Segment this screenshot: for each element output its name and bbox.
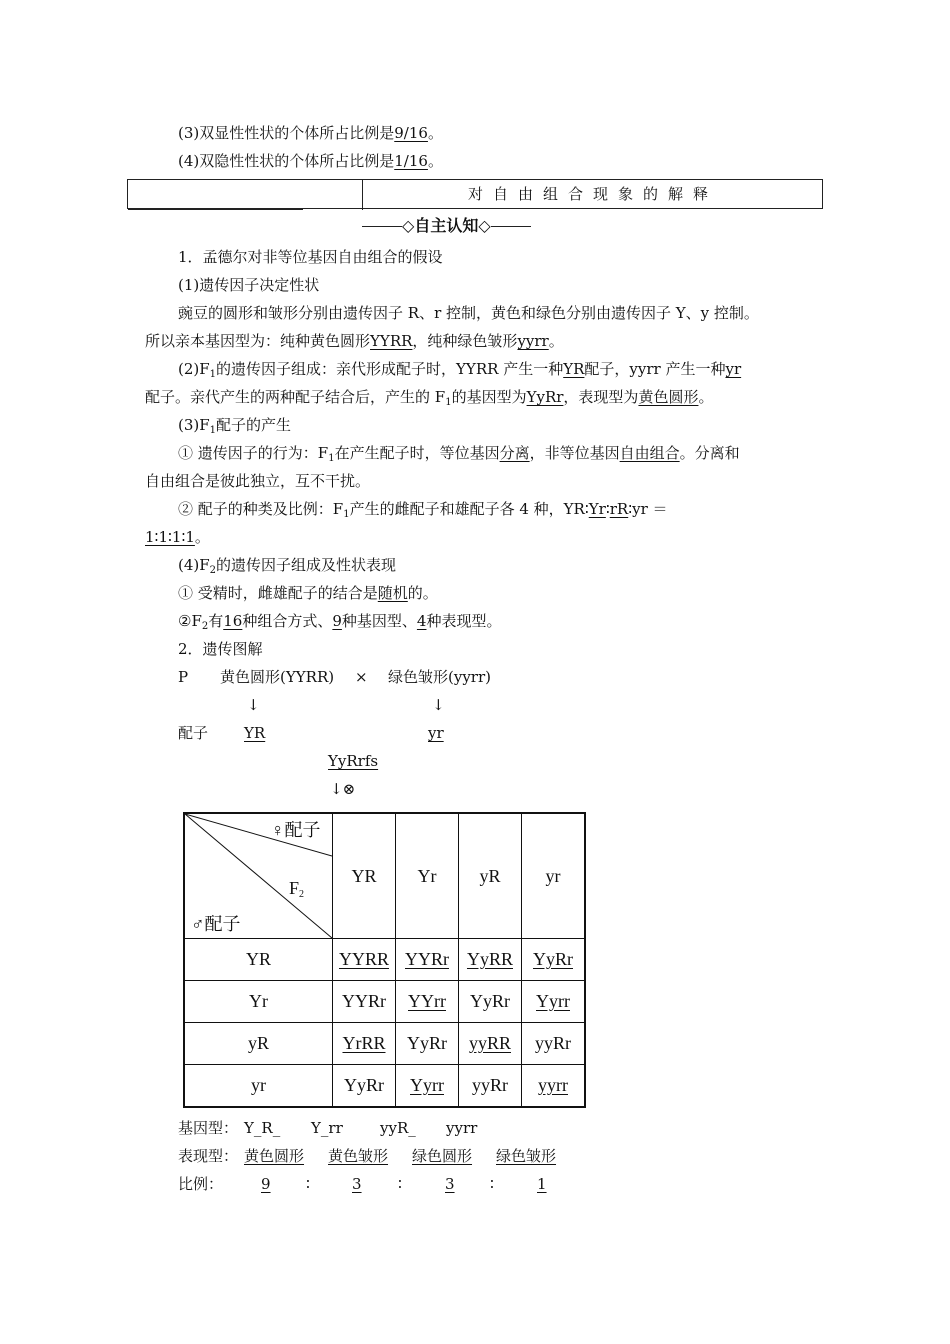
gamete-yr-2: yr [428, 724, 444, 742]
phenotype-item: 绿色圆形 [412, 1147, 473, 1165]
row-header: Yr [184, 981, 333, 1023]
genotype-item: yyR_ [380, 1119, 416, 1137]
row-header: YR [184, 939, 333, 981]
p4-title: $(4)F_2$的遗传因子组成及性状表现 [178, 556, 397, 576]
female-gamete-label: ♀配子 [271, 820, 321, 840]
p3-item-2: ② 配子的种类及比例：$F_1$产生的雌配子和雄配子各 4 种，YR∶Yr∶rR∶yr ＝ [178, 500, 668, 520]
genotype-cell: YyRr [459, 981, 522, 1023]
ratio-value: 1 [537, 1175, 547, 1193]
heading-1: 1．孟德尔对非等位基因自由组合的假设 [178, 248, 443, 266]
table-row [184, 1065, 585, 1108]
p2-line-2: 配子。亲代产生的两种配子结合后，产生的 $F_1$的基因型为YyRr，表现型为黄色圆形。 [145, 388, 714, 408]
phenotype-item: 黄色皱形 [328, 1147, 389, 1165]
genotype-cell: Yyrr [522, 981, 586, 1023]
p1-title: (1)遗传因子决定性状 [178, 276, 320, 294]
table-row [184, 1023, 585, 1065]
p3-title: $(3)F_1$配子的产生 [178, 416, 292, 436]
genotype-cell: yyRR [459, 1023, 522, 1065]
genotype-cell: YyRr [333, 1065, 396, 1108]
gamete-label: 配子 [178, 724, 209, 742]
parent-1: 黄色圆形(YYRR) [220, 668, 335, 686]
table-row [184, 981, 585, 1023]
genotype-item: Y_R_ [244, 1119, 281, 1137]
cross-symbol: × [355, 668, 368, 686]
col-header: yR [459, 813, 522, 939]
f1-genotype: YyRrfs [328, 752, 379, 770]
diamond-icon: ◇ [402, 216, 415, 235]
answer-9-16: 9/16 [394, 124, 428, 142]
f2-label: $F_2$ [289, 878, 305, 900]
genotype-cell: YYRR [333, 939, 396, 981]
answer-1-16: 1/16 [394, 152, 428, 170]
genotype-label: 基因型： [178, 1119, 239, 1137]
rule-right [491, 226, 531, 227]
p3-item-1-cont: 自由组合是彼此独立，互不干扰。 [145, 472, 371, 490]
genotype-cell: yyRr [459, 1065, 522, 1108]
ratio-colon: ∶ [398, 1175, 402, 1193]
col-header: yr [522, 813, 586, 939]
phenotype-item: 绿色皱形 [496, 1147, 557, 1165]
parent-2: 绿色皱形(yyrr) [388, 668, 491, 686]
genotype-cell: YYRr [396, 939, 459, 981]
arrow-down-icon: ↓ [432, 696, 445, 714]
intro-line-3: (3)双显性性状的个体所占比例是9/16。 [178, 124, 443, 142]
heading-2: 2．遗传图解 [178, 640, 263, 658]
genotype-cell: YYRr [333, 981, 396, 1023]
table-row [184, 939, 585, 981]
genotype-cell: yyrr [522, 1065, 586, 1108]
col-header: Yr [396, 813, 459, 939]
genotype-cell: YrRR [333, 1023, 396, 1065]
phenotype-item: 黄色圆形 [244, 1147, 305, 1165]
ratio-value: 9 [261, 1175, 271, 1193]
p3-item-1: ① 遗传因子的行为：$F_1$在产生配子时，等位基因分离，非等位基因自由组合。分离和 [178, 444, 740, 464]
rule-left [362, 226, 402, 227]
ratio-colon: ∶ [490, 1175, 494, 1193]
p2-line-1: $(2)F_1$的遗传因子组成：亲代形成配子时，YYRR 产生一种YR配子，yyrr 产生一种yr [178, 360, 742, 380]
p3-item-2-cont: 1∶1∶1∶1。 [145, 528, 210, 546]
header-corner-cell [184, 813, 333, 939]
ratio-label: 比例： [178, 1175, 224, 1193]
gamete-yr-1: YR [244, 724, 266, 742]
section-underline [128, 209, 303, 210]
ratio-value: 3 [445, 1175, 455, 1193]
genotype-item: yyrr [446, 1119, 478, 1137]
genotype-cell: YYrr [396, 981, 459, 1023]
p4-item-1: ① 受精时，雌雄配子的结合是随机的。 [178, 584, 438, 602]
ratio-value: 3 [352, 1175, 362, 1193]
arrow-down-icon: ↓ [247, 696, 260, 714]
genotype-cell: Yyrr [396, 1065, 459, 1108]
p-label: P [178, 668, 189, 686]
punnett-square [183, 812, 586, 1108]
genotype-cell: YyRR [459, 939, 522, 981]
section-header-box [127, 179, 823, 209]
phenotype-label: 表现型： [178, 1147, 239, 1165]
row-header: yR [184, 1023, 333, 1065]
subheading: ◇自主认知◇ [362, 216, 531, 236]
col-header: YR [333, 813, 396, 939]
male-gamete-label: ♂配子 [191, 914, 241, 934]
genotype-cell: YyRr [522, 939, 586, 981]
selfing-arrow-icon: ↓⊗ [330, 780, 356, 798]
ratio-colon: ∶ [306, 1175, 310, 1193]
intro-line-4: (4)双隐性性状的个体所占比例是1/16。 [178, 152, 443, 170]
section-title: 对自由组合现象的解释 [467, 185, 718, 203]
p1-line-2: 所以亲本基因型为：纯种黄色圆形YYRR，纯种绿色皱形yyrr。 [145, 332, 564, 350]
genotype-cell: yyRr [522, 1023, 586, 1065]
genotype-cell: YyRr [396, 1023, 459, 1065]
p4-item-2: $②F_2$有16种组合方式、9种基因型、4种表现型。 [178, 612, 502, 632]
diamond-icon: ◇ [478, 216, 491, 235]
genotype-item: Y_rr [311, 1119, 343, 1137]
p1-line-1: 豌豆的圆形和皱形分别由遗传因子 R、r 控制，黄色和绿色分别由遗传因子 Y、y 控制。 [178, 304, 759, 322]
row-header: yr [184, 1065, 333, 1108]
